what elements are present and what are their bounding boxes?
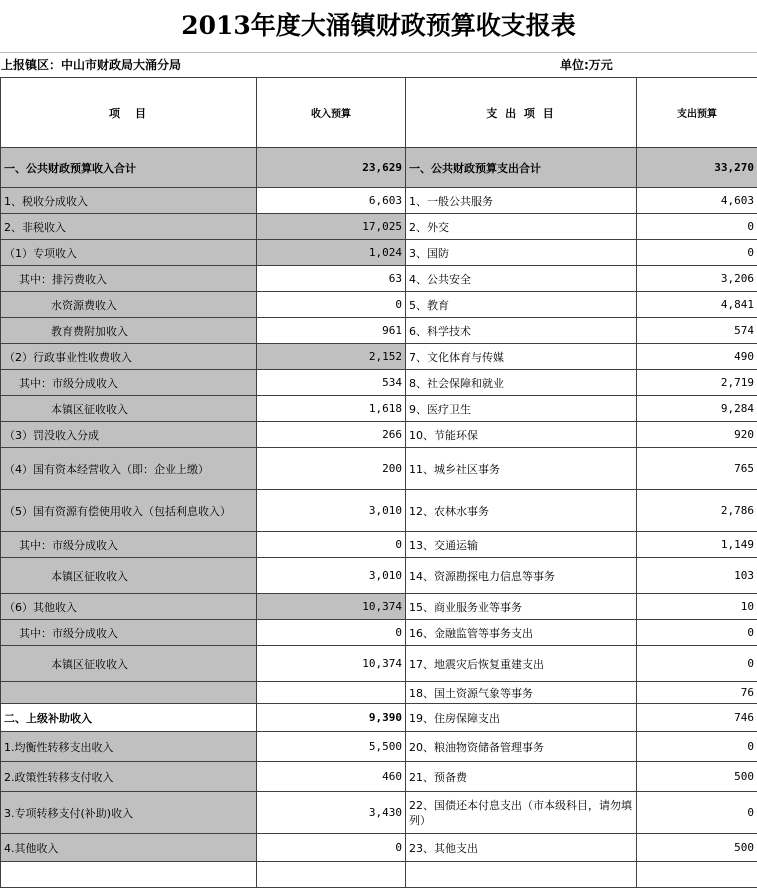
expense-item-cell: 19、住房保障支出 — [406, 704, 637, 732]
table-row — [1, 862, 757, 888]
table-row — [1, 834, 757, 862]
income-budget-cell: 10,374 — [257, 594, 406, 620]
income-budget-cell: 1,618 — [257, 396, 406, 422]
budget-table — [0, 77, 757, 888]
expense-item-cell: 12、农林水事务 — [406, 490, 637, 532]
expense-budget-cell: 0 — [637, 214, 757, 240]
expense-budget-cell: 1,149 — [637, 532, 757, 558]
income-budget-cell: 23,629 — [257, 148, 406, 188]
table-row — [1, 396, 757, 422]
income-budget-cell — [257, 682, 406, 704]
unit-label: 单位:万元 — [560, 58, 613, 72]
table-row — [1, 318, 757, 344]
expense-item-cell: 2、外交 — [406, 214, 637, 240]
income-budget-cell: 0 — [257, 292, 406, 318]
income-item-cell — [1, 862, 257, 888]
expense-item-cell: 21、预备费 — [406, 762, 637, 792]
income-item-cell: 本镇区征收收入 — [1, 646, 257, 682]
income-budget-cell: 0 — [257, 532, 406, 558]
table-row — [1, 646, 757, 682]
income-item-cell: 本镇区征收收入 — [1, 558, 257, 594]
col-header-expense-budget: 支出预算 — [637, 78, 757, 148]
income-item-cell: 其中：排污费收入 — [1, 266, 257, 292]
expense-budget-cell: 500 — [637, 834, 757, 862]
income-budget-cell: 6,603 — [257, 188, 406, 214]
col-header-income-budget: 收入预算 — [257, 78, 406, 148]
table-row — [1, 558, 757, 594]
expense-item-cell: 15、商业服务业等事务 — [406, 594, 637, 620]
income-item-cell: 1、税收分成收入 — [1, 188, 257, 214]
expense-budget-cell: 920 — [637, 422, 757, 448]
income-item-cell: 2.政策性转移支付收入 — [1, 762, 257, 792]
expense-item-cell: 5、教育 — [406, 292, 637, 318]
income-item-cell: 1.均衡性转移支出收入 — [1, 732, 257, 762]
expense-item-cell: 16、金融监管等事务支出 — [406, 620, 637, 646]
income-item-cell: 二、上级补助收入 — [1, 704, 257, 732]
table-row — [1, 594, 757, 620]
table-row — [1, 370, 757, 396]
expense-budget-cell: 746 — [637, 704, 757, 732]
income-budget-cell: 0 — [257, 620, 406, 646]
expense-item-cell: 4、公共安全 — [406, 266, 637, 292]
expense-item-cell: 22、国债还本付息支出（市本级科目，请勿填列） — [406, 792, 637, 834]
table-row — [1, 704, 757, 732]
table-row — [1, 422, 757, 448]
income-budget-cell: 961 — [257, 318, 406, 344]
expense-budget-cell: 500 — [637, 762, 757, 792]
report-title: 2013年度大涌镇财政预算收支报表 — [181, 11, 576, 40]
expense-budget-cell: 10 — [637, 594, 757, 620]
income-item-cell: 一、公共财政预算收入合计 — [1, 148, 257, 188]
expense-item-cell: 一、公共财政预算支出合计 — [406, 148, 637, 188]
income-item-cell: （1）专项收入 — [1, 240, 257, 266]
expense-budget-cell: 574 — [637, 318, 757, 344]
income-budget-cell: 63 — [257, 266, 406, 292]
income-budget-cell: 1,024 — [257, 240, 406, 266]
table-row — [1, 532, 757, 558]
expense-item-cell: 20、粮油物资储备管理事务 — [406, 732, 637, 762]
income-item-cell: 教育费附加收入 — [1, 318, 257, 344]
table-row — [1, 448, 757, 490]
expense-item-cell: 1、一般公共服务 — [406, 188, 637, 214]
expense-item-cell: 7、文化体育与传媒 — [406, 344, 637, 370]
income-item-cell: （2）行政事业性收费收入 — [1, 344, 257, 370]
income-item-cell: （4）国有资本经营收入（即：企业上缴） — [1, 448, 257, 490]
expense-budget-cell: 2,719 — [637, 370, 757, 396]
income-item-cell: 4.其他收入 — [1, 834, 257, 862]
expense-item-cell: 6、科学技术 — [406, 318, 637, 344]
table-row — [1, 214, 757, 240]
expense-item-cell: 13、交通运输 — [406, 532, 637, 558]
expense-item-cell: 3、国防 — [406, 240, 637, 266]
income-budget-cell: 266 — [257, 422, 406, 448]
expense-item-cell: 11、城乡社区事务 — [406, 448, 637, 490]
table-header-row — [1, 78, 757, 148]
expense-budget-cell: 0 — [637, 620, 757, 646]
expense-budget-cell: 9,284 — [637, 396, 757, 422]
income-budget-cell — [257, 862, 406, 888]
expense-budget-cell: 4,603 — [637, 188, 757, 214]
expense-budget-cell: 490 — [637, 344, 757, 370]
income-budget-cell: 0 — [257, 834, 406, 862]
expense-budget-cell: 3,206 — [637, 266, 757, 292]
income-item-cell: 其中：市级分成收入 — [1, 532, 257, 558]
income-item-cell: （3）罚没收入分成 — [1, 422, 257, 448]
income-budget-cell: 3,010 — [257, 490, 406, 532]
income-budget-cell: 3,430 — [257, 792, 406, 834]
expense-item-cell: 18、国土资源气象等事务 — [406, 682, 637, 704]
table-row — [1, 490, 757, 532]
expense-budget-cell: 0 — [637, 646, 757, 682]
income-budget-cell: 5,500 — [257, 732, 406, 762]
expense-item-cell: 10、节能环保 — [406, 422, 637, 448]
income-budget-cell: 10,374 — [257, 646, 406, 682]
income-item-cell: 其中：市级分成收入 — [1, 620, 257, 646]
expense-budget-cell: 4,841 — [637, 292, 757, 318]
table-row — [1, 620, 757, 646]
income-budget-cell: 17,025 — [257, 214, 406, 240]
expense-item-cell: 8、社会保障和就业 — [406, 370, 637, 396]
expense-item-cell: 23、其他支出 — [406, 834, 637, 862]
income-budget-cell: 534 — [257, 370, 406, 396]
income-budget-cell: 200 — [257, 448, 406, 490]
income-item-cell — [1, 682, 257, 704]
expense-budget-cell: 765 — [637, 448, 757, 490]
expense-item-cell: 17、地震灾后恢复重建支出 — [406, 646, 637, 682]
income-item-cell: 3.专项转移支付(补助)收入 — [1, 792, 257, 834]
table-row — [1, 148, 757, 188]
income-budget-cell: 3,010 — [257, 558, 406, 594]
table-row — [1, 188, 757, 214]
income-item-cell: 2、非税收入 — [1, 214, 257, 240]
table-row — [1, 732, 757, 762]
income-item-cell: 本镇区征收收入 — [1, 396, 257, 422]
expense-item-cell: 9、医疗卫生 — [406, 396, 637, 422]
table-row — [1, 292, 757, 318]
income-item-cell: 水资源费收入 — [1, 292, 257, 318]
table-row — [1, 682, 757, 704]
income-item-cell: （5）国有资源有偿使用收入（包括利息收入） — [1, 490, 257, 532]
income-budget-cell: 460 — [257, 762, 406, 792]
income-budget-cell: 9,390 — [257, 704, 406, 732]
table-row — [1, 762, 757, 792]
table-row — [1, 240, 757, 266]
reporting-unit: 上报镇区：中山市财政局大涌分局 — [1, 58, 182, 72]
col-header-income-item: 项 目 — [1, 78, 257, 148]
expense-budget-cell: 0 — [637, 732, 757, 762]
expense-item-cell — [406, 862, 637, 888]
expense-budget-cell: 33,270 — [637, 148, 757, 188]
table-row — [1, 792, 757, 834]
income-item-cell: （6）其他收入 — [1, 594, 257, 620]
expense-budget-cell: 76 — [637, 682, 757, 704]
table-row — [1, 266, 757, 292]
expense-budget-cell: 2,786 — [637, 490, 757, 532]
income-budget-cell: 2,152 — [257, 344, 406, 370]
expense-budget-cell: 103 — [637, 558, 757, 594]
table-row — [1, 344, 757, 370]
expense-budget-cell — [637, 862, 757, 888]
expense-item-cell: 14、资源勘探电力信息等事务 — [406, 558, 637, 594]
income-item-cell: 其中：市级分成收入 — [1, 370, 257, 396]
expense-budget-cell: 0 — [637, 792, 757, 834]
expense-budget-cell: 0 — [637, 240, 757, 266]
col-header-expense-item: 支 出 项 目 — [406, 78, 637, 148]
